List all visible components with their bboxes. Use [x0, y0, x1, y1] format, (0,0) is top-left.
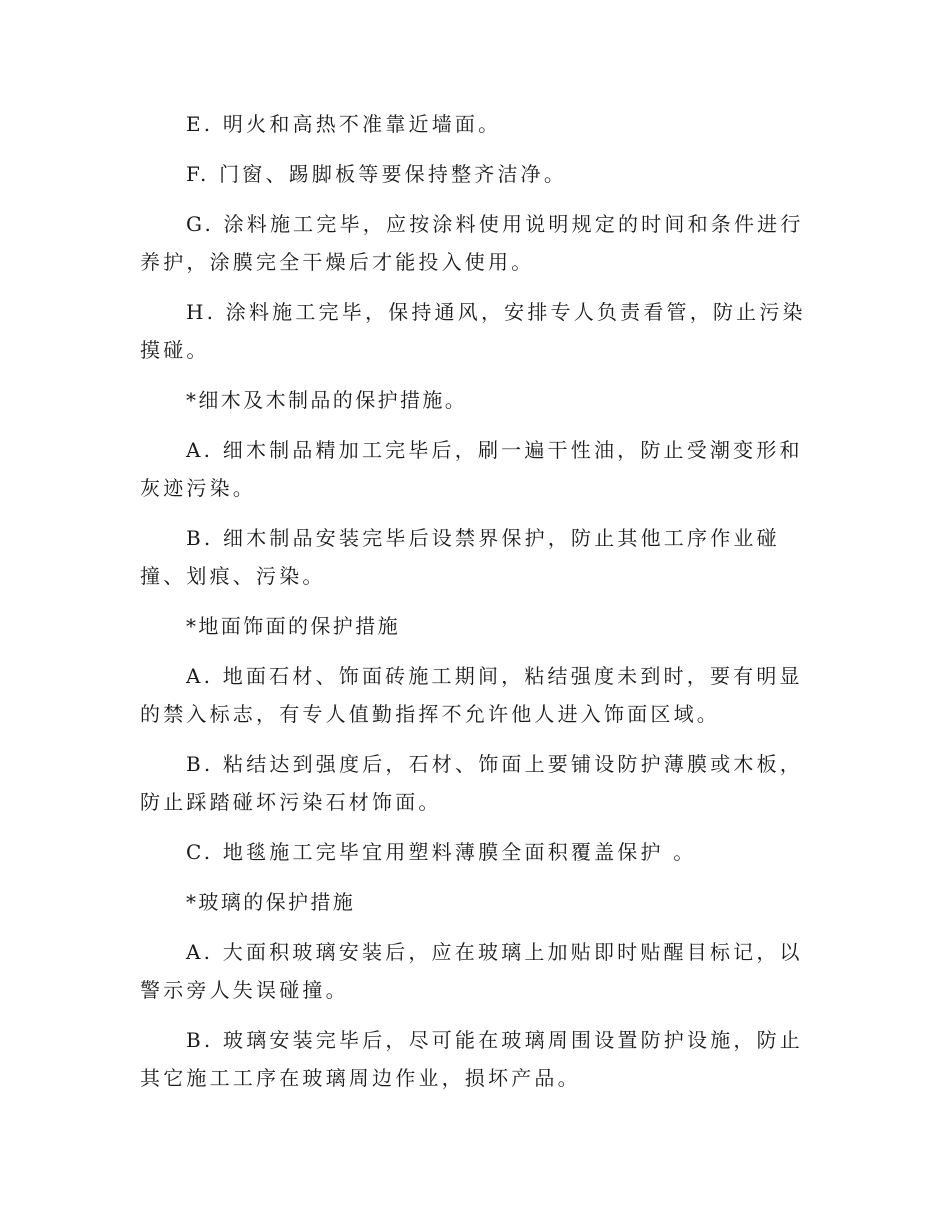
paragraph-glass-a: A. 大面积玻璃安装后，应在玻璃上加贴即时贴醒目标记，以警示旁人失误碰撞。 — [140, 940, 803, 1002]
section-heading-glass: *玻璃的保护措施 — [186, 890, 356, 914]
paragraph-item-g: G. 涂料施工完毕，应按涂料使用说明规定的时间和条件进行养护，涂膜完全干燥后才能投入使用。 — [140, 212, 804, 274]
document-body — [140, 105, 810, 1109]
paragraph-item-e: E. 明火和高热不准靠近墙面。 — [186, 112, 502, 136]
paragraph-floor-c: C. 地毯施工完毕宜用塑料薄膜全面积覆盖保护 。 — [186, 840, 697, 864]
section-heading-floor: *地面饰面的保护措施 — [186, 614, 400, 638]
paragraph-item-f: F. 门窗、踢脚板等要保持整齐洁净。 — [186, 162, 568, 186]
paragraph-floor-b: B. 粘结达到强度后，石材、饰面上要铺设防护薄膜或木板，防止踩踏碰坏污染石材饰面。 — [140, 752, 804, 814]
section-heading-woodwork: *细木及木制品的保护措施。 — [186, 388, 468, 412]
paragraph-woodwork-a: A. 细木制品精加工完毕后，刷一遍干性油，防止受潮变形和灰迹污染。 — [140, 438, 803, 500]
paragraph-glass-b: B. 玻璃安装完毕后，尽可能在玻璃周围设置防护设施，防止其它施工工序在玻璃周边作业，损坏产品。 — [140, 1028, 804, 1090]
paragraph-floor-a: A. 地面石材、饰面砖施工期间，粘结强度未到时，要有明显的禁入标志，有专人值勤指挥不允许他人进入饰面区域。 — [140, 664, 803, 726]
paragraph-item-h: H. 涂料施工完毕，保持通风，安排专人负责看管，防止污染摸碰。 — [140, 300, 806, 362]
paragraph-woodwork-b: B. 细木制品安装完毕后设禁界保护，防止其他工序作业碰撞、划痕、污染。 — [140, 526, 780, 588]
